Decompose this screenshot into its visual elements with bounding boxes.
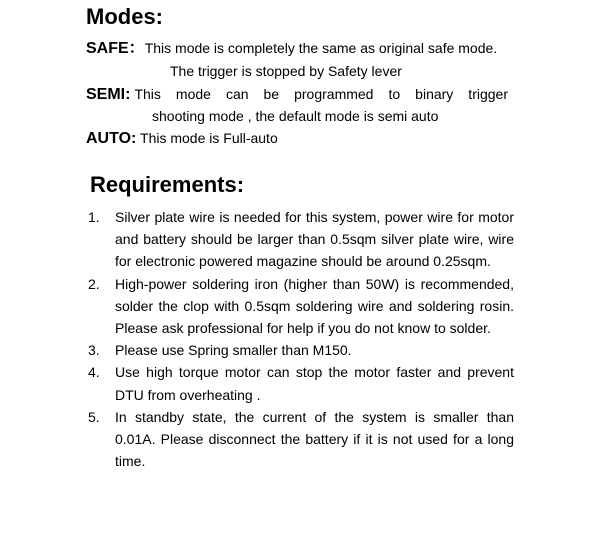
requirement-number: 4. [88, 364, 100, 381]
mode-semi [86, 84, 508, 105]
requirements-heading: Requirements: [90, 172, 245, 197]
requirement-text: Please use Spring smaller than M150. [115, 342, 352, 359]
mode-safe [86, 38, 497, 59]
requirement-item [88, 339, 514, 361]
requirement-number: 5. [88, 408, 100, 425]
requirements-list [88, 206, 514, 472]
requirement-text: High-power soldering iron (higher than 50W) is recommended, solder the clop with 0.5sqm soldering wire and soldering rosin. Please ask professional for help if you do not know to solder. [115, 275, 514, 337]
mode-auto [86, 128, 278, 149]
mode-safe-label: SAFE： [86, 40, 145, 57]
requirement-number: 2. [88, 275, 100, 292]
requirement-item [88, 206, 514, 273]
requirement-item [88, 406, 514, 473]
requirement-number: 3. [88, 342, 100, 359]
requirement-item [88, 361, 514, 405]
mode-semi-continuation: shooting mode , the default mode is semi auto [152, 108, 439, 124]
mode-semi-label: SEMI: [86, 86, 131, 103]
mode-auto-text: This mode is Full-auto [140, 130, 278, 146]
requirement-number: 1. [88, 209, 100, 225]
requirement-text: In standby state, the current of the system is smaller than 0.01A. Please disconnect the battery if it is not used for a long time. [115, 408, 514, 470]
requirement-text: Silver plate wire is needed for this system, power wire for motor and battery should be larger than 0.5sqm silver plate wire, wire for electronic powered magazine should be around 0.25sqm. [115, 209, 514, 270]
mode-safe-text: This mode is completely the same as original safe mode. [144, 40, 498, 56]
mode-auto-label: AUTO: [86, 130, 137, 147]
modes-heading: Modes: [86, 4, 163, 29]
requirement-item [88, 273, 514, 340]
mode-safe-continuation: The trigger is stopped by Safety lever [170, 63, 402, 79]
requirement-text: Use high torque motor can stop the motor faster and prevent DTU from overheating . [115, 364, 514, 403]
mode-semi-text: This mode can be programmed to binary trigger [134, 86, 508, 102]
